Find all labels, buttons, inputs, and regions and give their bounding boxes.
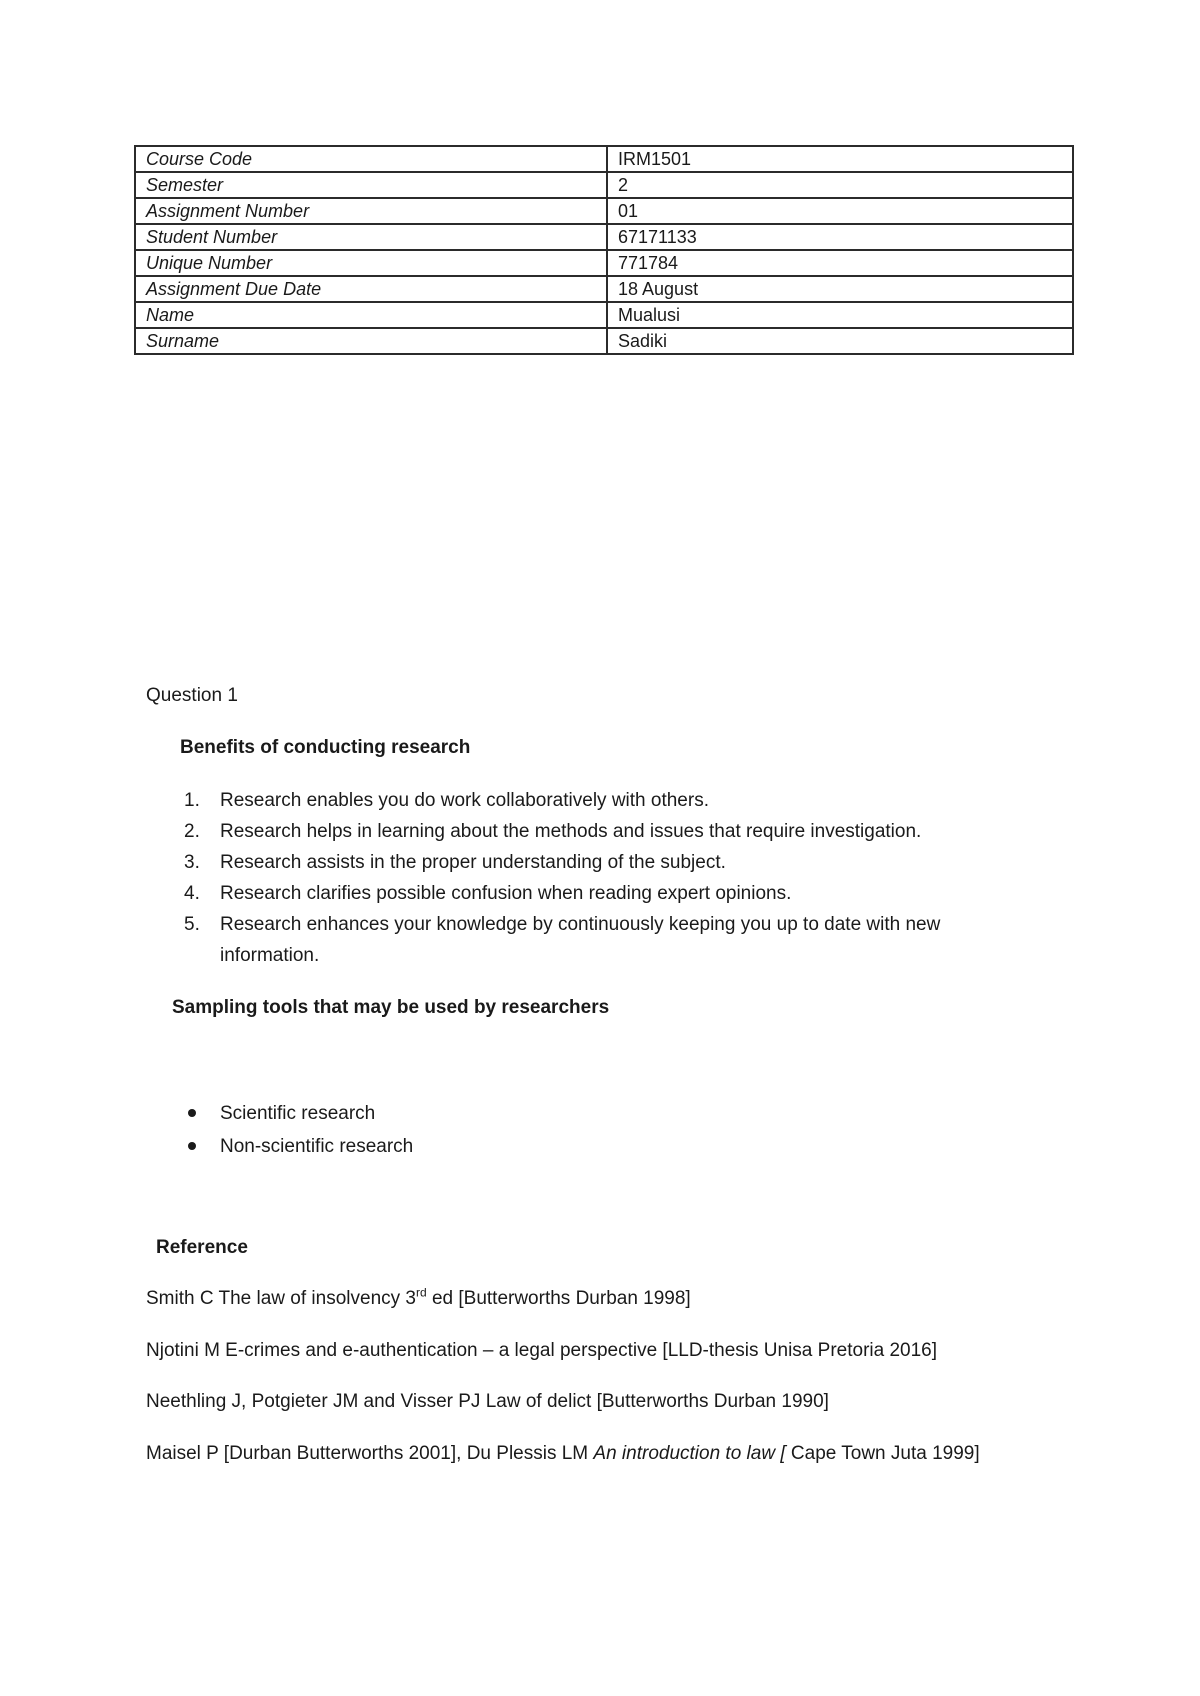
reference-superscript: rd [416, 1285, 427, 1300]
info-value: Sadiki [607, 328, 1073, 354]
info-value: Mualusi [607, 302, 1073, 328]
info-value: 771784 [607, 250, 1073, 276]
list-item-text: Research clarifies possible confusion when reading expert opinions. [220, 883, 792, 904]
list-number: 4. [184, 883, 200, 904]
list-item [180, 1130, 413, 1163]
info-value: 67171133 [607, 224, 1073, 250]
reference-text: Maisel P [Durban Butterworths 2001], Du Plessis LM [146, 1443, 594, 1464]
list-item [180, 816, 1040, 847]
info-label: Assignment Number [135, 198, 607, 224]
list-number: 3. [184, 852, 200, 873]
reference-text: Smith C The law of insolvency 3 [146, 1288, 416, 1309]
assignment-info-table [134, 145, 1074, 355]
table-row [135, 250, 1073, 276]
table-row [135, 328, 1073, 354]
info-value: 18 August [607, 276, 1073, 302]
list-number: 1. [184, 790, 200, 811]
info-label: Student Number [135, 224, 607, 250]
sampling-tools-list [180, 1097, 413, 1163]
question-title: Question 1 [146, 685, 238, 706]
reference-entry: Njotini M E-crimes and e-authentication – a legal perspective [LLD-thesis Unisa Pretoria 2016] [146, 1340, 938, 1361]
table-row [135, 172, 1073, 198]
list-item-text: Non-scientific research [220, 1136, 414, 1157]
info-label: Course Code [135, 146, 607, 172]
reference-entry [146, 1285, 691, 1310]
info-label: Surname [135, 328, 607, 354]
list-item [180, 909, 1040, 971]
list-item [180, 1097, 413, 1130]
bullet-icon [188, 1142, 196, 1150]
table-row [135, 224, 1073, 250]
table-row [135, 276, 1073, 302]
table-row [135, 198, 1073, 224]
benefits-list [180, 785, 1040, 971]
info-label: Name [135, 302, 607, 328]
reference-text: ed [Butterworths Durban 1998] [426, 1288, 691, 1309]
info-value: 2 [607, 172, 1073, 198]
list-item [180, 785, 1040, 816]
table-row [135, 146, 1073, 172]
list-item-text: Research helps in learning about the methods and issues that require investigation. [220, 821, 922, 842]
info-value: IRM1501 [607, 146, 1073, 172]
sampling-heading: Sampling tools that may be used by researchers [172, 997, 610, 1018]
benefits-heading: Benefits of conducting research [180, 737, 471, 758]
list-item-text: Research enables you do work collaboratively with others. [220, 790, 709, 811]
info-label: Unique Number [135, 250, 607, 276]
reference-entry [146, 1443, 980, 1465]
table-row [135, 302, 1073, 328]
list-item-text: Research enhances your knowledge by continuously keeping you up to date with new information. [220, 914, 941, 966]
list-item-text: Research assists in the proper understanding of the subject. [220, 852, 726, 873]
list-number: 5. [184, 914, 200, 935]
list-item-text: Scientific research [220, 1103, 376, 1124]
list-number: 2. [184, 821, 200, 842]
list-item [180, 878, 1040, 909]
list-item [180, 847, 1040, 878]
info-label: Assignment Due Date [135, 276, 607, 302]
reference-text: Cape Town Juta 1999] [785, 1443, 980, 1464]
reference-entry: Neethling J, Potgieter JM and Visser PJ Law of delict [Butterworths Durban 1990] [146, 1391, 829, 1412]
info-value: 01 [607, 198, 1073, 224]
bullet-icon [188, 1109, 196, 1117]
reference-title: An introduction to law [ [593, 1443, 786, 1464]
reference-heading: Reference [156, 1237, 248, 1258]
info-label: Semester [135, 172, 607, 198]
